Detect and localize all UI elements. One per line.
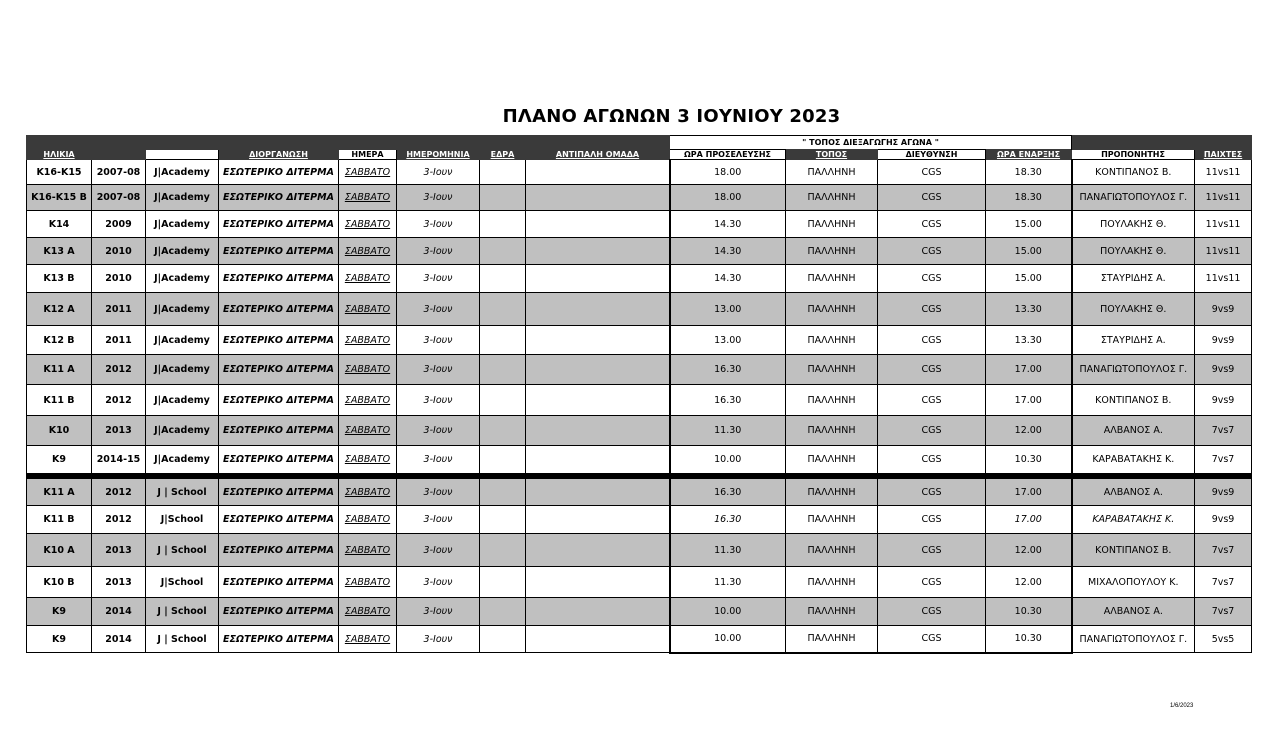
table-row <box>27 446 1252 474</box>
opponent-cell <box>526 185 670 211</box>
team-cell: J|Academy <box>146 211 219 238</box>
opponent-cell <box>526 416 670 446</box>
date-cell: 3-Ιουν <box>397 293 480 326</box>
seat-cell <box>480 238 526 265</box>
year-cell: 2010 <box>92 265 146 293</box>
coach-cell: ΚΟΝΤΙΠΑΝΟΣ Β. <box>1072 385 1195 416</box>
organization-cell: ΕΣΩΤΕΡΙΚΟ ΔΙΤΕΡΜΑ <box>219 293 339 326</box>
seat-cell <box>480 416 526 446</box>
players-cell: 11vs11 <box>1195 185 1252 211</box>
schedule-table <box>26 135 1252 654</box>
arrival-time-cell: 11.30 <box>670 534 786 567</box>
col-header-opponent: ΑΝΤΙΠΑΛΗ ΟΜΑΔΑ <box>526 150 670 160</box>
year-cell: 2014 <box>92 626 146 653</box>
table-row <box>27 479 1252 506</box>
place-cell: ΠΑΛΛΗΝΗ <box>786 211 878 238</box>
day-cell: ΣΑΒΒΑΤΟ <box>339 567 397 598</box>
year-cell: 2013 <box>92 567 146 598</box>
table-row <box>27 534 1252 567</box>
place-cell: ΠΑΛΛΗΝΗ <box>786 506 878 534</box>
day-cell: ΣΑΒΒΑΤΟ <box>339 355 397 385</box>
start-time-cell: 17.00 <box>986 355 1072 385</box>
organization-cell: ΕΣΩΤΕΡΙΚΟ ΔΙΤΕΡΜΑ <box>219 185 339 211</box>
seat-cell <box>480 385 526 416</box>
players-cell: 11vs11 <box>1195 238 1252 265</box>
seat-cell <box>480 265 526 293</box>
team-cell: J|Academy <box>146 326 219 355</box>
organization-cell: ΕΣΩΤΕΡΙΚΟ ΔΙΤΕΡΜΑ <box>219 326 339 355</box>
table-row <box>27 185 1252 211</box>
address-cell: CGS <box>878 446 986 474</box>
team-cell: J | School <box>146 534 219 567</box>
address-cell: CGS <box>878 626 986 653</box>
players-cell: 9vs9 <box>1195 326 1252 355</box>
year-cell: 2007-08 <box>92 160 146 185</box>
coach-cell: ΑΛΒΑΝΟΣ Α. <box>1072 598 1195 626</box>
table-row <box>27 326 1252 355</box>
seat-cell <box>480 185 526 211</box>
top-bar-right <box>1072 136 1252 150</box>
age-cell: K13 B <box>27 265 92 293</box>
day-cell: ΣΑΒΒΑΤΟ <box>339 326 397 355</box>
opponent-cell <box>526 446 670 474</box>
col-header-arrival-time: ΩΡΑ ΠΡΟΣΕΛΕΥΣΗΣ <box>670 150 786 160</box>
team-cell: J|Academy <box>146 416 219 446</box>
players-cell: 7vs7 <box>1195 567 1252 598</box>
players-cell: 11vs11 <box>1195 160 1252 185</box>
year-cell: 2013 <box>92 416 146 446</box>
day-cell: ΣΑΒΒΑΤΟ <box>339 446 397 474</box>
col-header-age: ΗΛΙΚΙΑ <box>27 150 92 160</box>
venue-header: " ΤΟΠΟΣ ΔΙΕΞΑΓΩΓΗΣ ΑΓΩΝΑ " <box>670 136 1072 150</box>
place-cell: ΠΑΛΛΗΝΗ <box>786 293 878 326</box>
age-cell: K9 <box>27 446 92 474</box>
coach-cell: ΠΑΝΑΓΙΩΤΟΠΟΥΛΟΣ Γ. <box>1072 626 1195 653</box>
table-row <box>27 598 1252 626</box>
address-cell: CGS <box>878 160 986 185</box>
coach-cell: ΠΑΝΑΓΙΩΤΟΠΟΥΛΟΣ Γ. <box>1072 355 1195 385</box>
age-cell: K10 A <box>27 534 92 567</box>
seat-cell <box>480 567 526 598</box>
age-cell: K10 <box>27 416 92 446</box>
place-cell: ΠΑΛΛΗΝΗ <box>786 160 878 185</box>
table-row <box>27 238 1252 265</box>
col-header-start-time: ΩΡΑ ΕΝΑΡΞΗΣ <box>986 150 1072 160</box>
seat-cell <box>480 160 526 185</box>
seat-cell <box>480 293 526 326</box>
place-cell: ΠΑΛΛΗΝΗ <box>786 598 878 626</box>
organization-cell: ΕΣΩΤΕΡΙΚΟ ΔΙΤΕΡΜΑ <box>219 238 339 265</box>
players-cell: 11vs11 <box>1195 265 1252 293</box>
table-row <box>27 385 1252 416</box>
date-cell: 3-Ιουν <box>397 238 480 265</box>
address-cell: CGS <box>878 326 986 355</box>
day-cell: ΣΑΒΒΑΤΟ <box>339 479 397 506</box>
arrival-time-cell: 13.00 <box>670 293 786 326</box>
day-cell: ΣΑΒΒΑΤΟ <box>339 598 397 626</box>
col-header-day: ΗΜΕΡΑ <box>339 150 397 160</box>
year-cell: 2012 <box>92 479 146 506</box>
arrival-time-cell: 10.00 <box>670 446 786 474</box>
footer-date: 1/6/2023 <box>1170 703 1194 709</box>
table-row <box>27 567 1252 598</box>
players-cell: 9vs9 <box>1195 355 1252 385</box>
col-header-seat: ΕΔΡΑ <box>480 150 526 160</box>
opponent-cell <box>526 598 670 626</box>
address-cell: CGS <box>878 506 986 534</box>
coach-cell: ΣΤΑΥΡΙΔΗΣ Α. <box>1072 326 1195 355</box>
day-cell: ΣΑΒΒΑΤΟ <box>339 506 397 534</box>
place-cell: ΠΑΛΛΗΝΗ <box>786 626 878 653</box>
top-bar-row <box>27 136 1252 150</box>
address-cell: CGS <box>878 598 986 626</box>
organization-cell: ΕΣΩΤΕΡΙΚΟ ΔΙΤΕΡΜΑ <box>219 446 339 474</box>
opponent-cell <box>526 506 670 534</box>
start-time-cell: 18.30 <box>986 185 1072 211</box>
place-cell: ΠΑΛΛΗΝΗ <box>786 479 878 506</box>
seat-cell <box>480 626 526 653</box>
age-cell: K11 A <box>27 479 92 506</box>
top-bar-left <box>27 136 670 150</box>
arrival-time-cell: 16.30 <box>670 385 786 416</box>
start-time-cell: 10.30 <box>986 626 1072 653</box>
address-cell: CGS <box>878 385 986 416</box>
place-cell: ΠΑΛΛΗΝΗ <box>786 534 878 567</box>
age-cell: K14 <box>27 211 92 238</box>
opponent-cell <box>526 534 670 567</box>
start-time-cell: 13.30 <box>986 293 1072 326</box>
seat-cell <box>480 479 526 506</box>
team-cell: J|School <box>146 567 219 598</box>
arrival-time-cell: 10.00 <box>670 598 786 626</box>
team-cell: J|Academy <box>146 293 219 326</box>
opponent-cell <box>526 385 670 416</box>
players-cell: 7vs7 <box>1195 416 1252 446</box>
year-cell: 2014-15 <box>92 446 146 474</box>
team-cell: J|Academy <box>146 185 219 211</box>
organization-cell: ΕΣΩΤΕΡΙΚΟ ΔΙΤΕΡΜΑ <box>219 355 339 385</box>
seat-cell <box>480 326 526 355</box>
opponent-cell <box>526 160 670 185</box>
start-time-cell: 15.00 <box>986 211 1072 238</box>
start-time-cell: 17.00 <box>986 385 1072 416</box>
organization-cell: ΕΣΩΤΕΡΙΚΟ ΔΙΤΕΡΜΑ <box>219 211 339 238</box>
team-cell: J|School <box>146 506 219 534</box>
arrival-time-cell: 14.30 <box>670 265 786 293</box>
place-cell: ΠΑΛΛΗΝΗ <box>786 238 878 265</box>
table-row <box>27 355 1252 385</box>
date-cell: 3-Ιουν <box>397 534 480 567</box>
team-cell: J|Academy <box>146 385 219 416</box>
coach-cell: ΑΛΒΑΝΟΣ Α. <box>1072 416 1195 446</box>
table-row <box>27 293 1252 326</box>
place-cell: ΠΑΛΛΗΝΗ <box>786 355 878 385</box>
date-cell: 3-Ιουν <box>397 160 480 185</box>
arrival-time-cell: 13.00 <box>670 326 786 355</box>
coach-cell: ΠΑΝΑΓΙΩΤΟΠΟΥΛΟΣ Γ. <box>1072 185 1195 211</box>
address-cell: CGS <box>878 479 986 506</box>
age-cell: K12 A <box>27 293 92 326</box>
team-cell: J | School <box>146 479 219 506</box>
day-cell: ΣΑΒΒΑΤΟ <box>339 185 397 211</box>
opponent-cell <box>526 479 670 506</box>
date-cell: 3-Ιουν <box>397 506 480 534</box>
opponent-cell <box>526 326 670 355</box>
start-time-cell: 12.00 <box>986 567 1072 598</box>
start-time-cell: 17.00 <box>986 506 1072 534</box>
day-cell: ΣΑΒΒΑΤΟ <box>339 293 397 326</box>
page-title: ΠΛΑΝΟ ΑΓΩΝΩΝ 3 ΙΟΥΝΙΟΥ 2023 <box>502 106 841 127</box>
year-cell: 2011 <box>92 293 146 326</box>
col-header-address: ΔΙΕΥΘΥΝΣΗ <box>878 150 986 160</box>
arrival-time-cell: 14.30 <box>670 211 786 238</box>
address-cell: CGS <box>878 238 986 265</box>
arrival-time-cell: 10.00 <box>670 626 786 653</box>
opponent-cell <box>526 211 670 238</box>
year-cell: 2007-08 <box>92 185 146 211</box>
address-cell: CGS <box>878 293 986 326</box>
organization-cell: ΕΣΩΤΕΡΙΚΟ ΔΙΤΕΡΜΑ <box>219 416 339 446</box>
address-cell: CGS <box>878 416 986 446</box>
coach-cell: ΚΑΡΑΒΑΤΑΚΗΣ Κ. <box>1072 506 1195 534</box>
organization-cell: ΕΣΩΤΕΡΙΚΟ ΔΙΤΕΡΜΑ <box>219 160 339 185</box>
players-cell: 7vs7 <box>1195 598 1252 626</box>
place-cell: ΠΑΛΛΗΝΗ <box>786 185 878 211</box>
opponent-cell <box>526 567 670 598</box>
year-cell: 2011 <box>92 326 146 355</box>
age-cell: K13 A <box>27 238 92 265</box>
col-header-players: ΠΑΙΧΤΕΣ <box>1195 150 1252 160</box>
organization-cell: ΕΣΩΤΕΡΙΚΟ ΔΙΤΕΡΜΑ <box>219 567 339 598</box>
place-cell: ΠΑΛΛΗΝΗ <box>786 385 878 416</box>
organization-cell: ΕΣΩΤΕΡΙΚΟ ΔΙΤΕΡΜΑ <box>219 626 339 653</box>
coach-cell: ΑΛΒΑΝΟΣ Α. <box>1072 479 1195 506</box>
team-cell: J|Academy <box>146 160 219 185</box>
age-cell: K9 <box>27 598 92 626</box>
year-cell: 2012 <box>92 506 146 534</box>
place-cell: ΠΑΛΛΗΝΗ <box>786 326 878 355</box>
seat-cell <box>480 446 526 474</box>
arrival-time-cell: 11.30 <box>670 416 786 446</box>
organization-cell: ΕΣΩΤΕΡΙΚΟ ΔΙΤΕΡΜΑ <box>219 534 339 567</box>
day-cell: ΣΑΒΒΑΤΟ <box>339 626 397 653</box>
date-cell: 3-Ιουν <box>397 265 480 293</box>
col-header-team <box>146 150 219 160</box>
coach-cell: ΚΟΝΤΙΠΑΝΟΣ Β. <box>1072 160 1195 185</box>
team-cell: J|Academy <box>146 238 219 265</box>
date-cell: 3-Ιουν <box>397 416 480 446</box>
schedule-body <box>27 160 1252 653</box>
column-header-row <box>27 150 1252 160</box>
col-header-organization: ΔΙΟΡΓΑΝΩΣΗ <box>219 150 339 160</box>
place-cell: ΠΑΛΛΗΝΗ <box>786 446 878 474</box>
start-time-cell: 18.30 <box>986 160 1072 185</box>
age-cell: K11 A <box>27 355 92 385</box>
date-cell: 3-Ιουν <box>397 211 480 238</box>
organization-cell: ΕΣΩΤΕΡΙΚΟ ΔΙΤΕΡΜΑ <box>219 385 339 416</box>
address-cell: CGS <box>878 355 986 385</box>
opponent-cell <box>526 355 670 385</box>
date-cell: 3-Ιουν <box>397 446 480 474</box>
year-cell: 2009 <box>92 211 146 238</box>
seat-cell <box>480 355 526 385</box>
date-cell: 3-Ιουν <box>397 598 480 626</box>
date-cell: 3-Ιουν <box>397 567 480 598</box>
arrival-time-cell: 18.00 <box>670 160 786 185</box>
coach-cell: ΠΟΥΛΑΚΗΣ Θ. <box>1072 238 1195 265</box>
team-cell: J | School <box>146 626 219 653</box>
arrival-time-cell: 16.30 <box>670 355 786 385</box>
place-cell: ΠΑΛΛΗΝΗ <box>786 567 878 598</box>
age-cell: K16-K15 B <box>27 185 92 211</box>
table-row <box>27 211 1252 238</box>
organization-cell: ΕΣΩΤΕΡΙΚΟ ΔΙΤΕΡΜΑ <box>219 506 339 534</box>
team-cell: J | School <box>146 598 219 626</box>
team-cell: J|Academy <box>146 355 219 385</box>
age-cell: K11 B <box>27 385 92 416</box>
players-cell: 9vs9 <box>1195 506 1252 534</box>
day-cell: ΣΑΒΒΑΤΟ <box>339 416 397 446</box>
date-cell: 3-Ιουν <box>397 326 480 355</box>
start-time-cell: 12.00 <box>986 534 1072 567</box>
opponent-cell <box>526 265 670 293</box>
start-time-cell: 15.00 <box>986 238 1072 265</box>
arrival-time-cell: 18.00 <box>670 185 786 211</box>
organization-cell: ΕΣΩΤΕΡΙΚΟ ΔΙΤΕΡΜΑ <box>219 265 339 293</box>
table-row <box>27 265 1252 293</box>
date-cell: 3-Ιουν <box>397 355 480 385</box>
start-time-cell: 12.00 <box>986 416 1072 446</box>
coach-cell: ΜΙΧΑΛΟΠΟΥΛΟΥ Κ. <box>1072 567 1195 598</box>
age-cell: K11 B <box>27 506 92 534</box>
start-time-cell: 10.30 <box>986 598 1072 626</box>
opponent-cell <box>526 293 670 326</box>
col-header-place: ΤΟΠΟΣ <box>786 150 878 160</box>
address-cell: CGS <box>878 265 986 293</box>
coach-cell: ΣΤΑΥΡΙΔΗΣ Α. <box>1072 265 1195 293</box>
arrival-time-cell: 14.30 <box>670 238 786 265</box>
players-cell: 9vs9 <box>1195 293 1252 326</box>
players-cell: 9vs9 <box>1195 479 1252 506</box>
organization-cell: ΕΣΩΤΕΡΙΚΟ ΔΙΤΕΡΜΑ <box>219 598 339 626</box>
day-cell: ΣΑΒΒΑΤΟ <box>339 534 397 567</box>
year-cell: 2013 <box>92 534 146 567</box>
seat-cell <box>480 598 526 626</box>
opponent-cell <box>526 238 670 265</box>
age-cell: K10 B <box>27 567 92 598</box>
arrival-time-cell: 16.30 <box>670 506 786 534</box>
date-cell: 3-Ιουν <box>397 185 480 211</box>
start-time-cell: 13.30 <box>986 326 1072 355</box>
table-row <box>27 416 1252 446</box>
place-cell: ΠΑΛΛΗΝΗ <box>786 416 878 446</box>
players-cell: 11vs11 <box>1195 211 1252 238</box>
date-cell: 3-Ιουν <box>397 626 480 653</box>
year-cell: 2010 <box>92 238 146 265</box>
coach-cell: ΠΟΥΛΑΚΗΣ Θ. <box>1072 211 1195 238</box>
age-cell: K9 <box>27 626 92 653</box>
players-cell: 7vs7 <box>1195 446 1252 474</box>
day-cell: ΣΑΒΒΑΤΟ <box>339 385 397 416</box>
address-cell: CGS <box>878 185 986 211</box>
start-time-cell: 17.00 <box>986 479 1072 506</box>
day-cell: ΣΑΒΒΑΤΟ <box>339 211 397 238</box>
seat-cell <box>480 506 526 534</box>
seat-cell <box>480 534 526 567</box>
players-cell: 9vs9 <box>1195 385 1252 416</box>
arrival-time-cell: 16.30 <box>670 479 786 506</box>
age-cell: K12 B <box>27 326 92 355</box>
day-cell: ΣΑΒΒΑΤΟ <box>339 265 397 293</box>
coach-cell: ΚΟΝΤΙΠΑΝΟΣ Β. <box>1072 534 1195 567</box>
players-cell: 7vs7 <box>1195 534 1252 567</box>
coach-cell: ΠΟΥΛΑΚΗΣ Θ. <box>1072 293 1195 326</box>
col-header-coach: ΠΡΟΠΟΝΗΤΗΣ <box>1072 150 1195 160</box>
year-cell: 2012 <box>92 355 146 385</box>
place-cell: ΠΑΛΛΗΝΗ <box>786 265 878 293</box>
address-cell: CGS <box>878 567 986 598</box>
day-cell: ΣΑΒΒΑΤΟ <box>339 160 397 185</box>
coach-cell: ΚΑΡΑΒΑΤΑΚΗΣ Κ. <box>1072 446 1195 474</box>
team-cell: J|Academy <box>146 265 219 293</box>
table-row <box>27 626 1252 653</box>
table-row <box>27 506 1252 534</box>
seat-cell <box>480 211 526 238</box>
opponent-cell <box>526 626 670 653</box>
address-cell: CGS <box>878 534 986 567</box>
year-cell: 2014 <box>92 598 146 626</box>
start-time-cell: 15.00 <box>986 265 1072 293</box>
day-cell: ΣΑΒΒΑΤΟ <box>339 238 397 265</box>
age-cell: K16-K15 <box>27 160 92 185</box>
year-cell: 2012 <box>92 385 146 416</box>
date-cell: 3-Ιουν <box>397 479 480 506</box>
start-time-cell: 10.30 <box>986 446 1072 474</box>
table-row <box>27 160 1252 185</box>
date-cell: 3-Ιουν <box>397 385 480 416</box>
col-header-date: ΗΜΕΡΟΜΗΝΙΑ <box>397 150 480 160</box>
players-cell: 5vs5 <box>1195 626 1252 653</box>
team-cell: J|Academy <box>146 446 219 474</box>
address-cell: CGS <box>878 211 986 238</box>
arrival-time-cell: 11.30 <box>670 567 786 598</box>
organization-cell: ΕΣΩΤΕΡΙΚΟ ΔΙΤΕΡΜΑ <box>219 479 339 506</box>
col-header-year <box>92 150 146 160</box>
